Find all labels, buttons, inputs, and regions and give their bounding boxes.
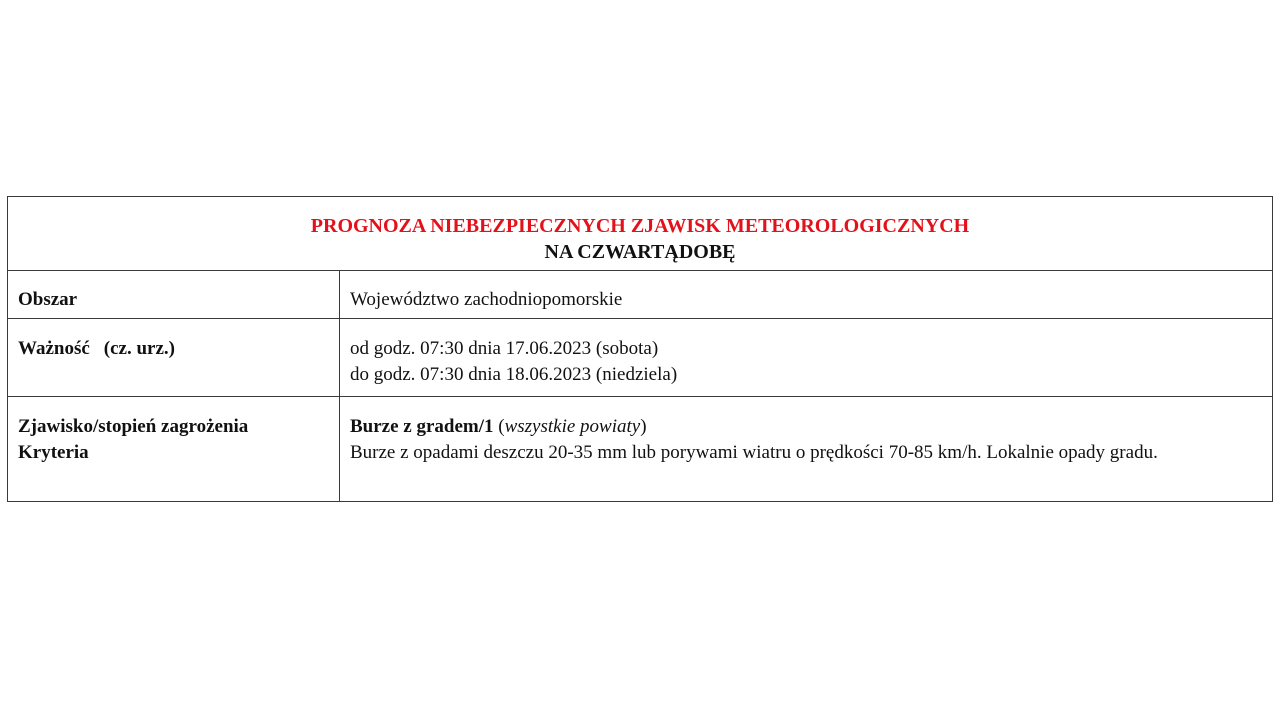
phenomenon-row [8,396,1273,501]
warning-scope-open: ( [493,415,505,437]
phenomenon-label: Zjawisko/stopień zagrożenia [18,415,249,437]
warning-scope: wszystkie powiaty [504,415,641,437]
validity-value-cell [340,319,1273,396]
validity-from: od godz. 07:30 dnia 17.06.2023 (sobota) [350,338,659,360]
area-row [8,271,1273,319]
title-cell [8,197,1273,271]
validity-label: Ważność [18,338,90,360]
warning-scope-close: ) [640,415,647,437]
warning-name: Burze z gradem/1 [350,415,494,437]
validity-label-sub: (cz. urz.) [103,338,175,360]
forecast-table [7,196,1273,502]
forecast-subtitle: NA CZWARTĄDOBĘ [544,241,736,263]
validity-label-cell [8,319,340,396]
criteria-label: Kryteria [18,441,89,463]
validity-row [8,319,1273,396]
area-value: Województwo zachodniopomorskie [340,271,1273,319]
criteria-text: Burze z opadami deszczu 20-35 mm lub porywami wiatru o prędkości 70-85 km/h. Lokalnie opady gradu. [350,441,1158,463]
phenomenon-value-cell [340,396,1273,501]
validity-to: do godz. 07:30 dnia 18.06.2023 (niedziela) [350,364,678,386]
title-row [8,197,1273,271]
warning-heading [350,414,1258,440]
phenomenon-label-cell [8,396,340,501]
area-label: Obszar [8,271,340,319]
forecast-title: PROGNOZA NIEBEZPIECZNYCH ZJAWISK METEOROLOGICZNYCH [310,215,970,237]
